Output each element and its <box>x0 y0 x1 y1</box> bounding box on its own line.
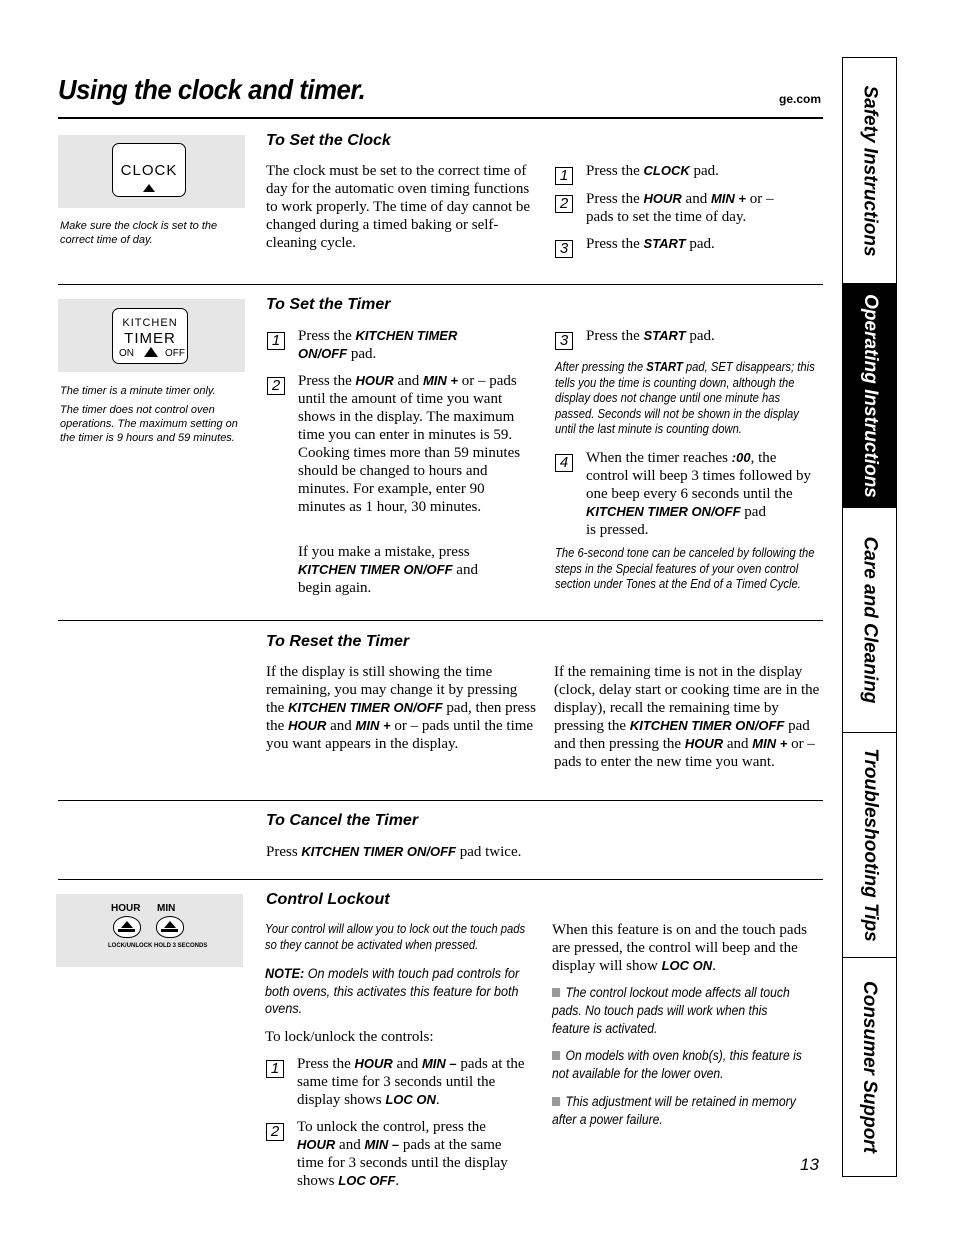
clock-caption: Make sure the clock is set to the correct time of day. <box>60 220 218 246</box>
clock-pad <box>112 143 186 197</box>
lockout-intro: Your control will allow you to lock out the touch pads so they cannot be activated when pressed. <box>265 922 526 952</box>
timer-mistake-text: If you make a mistake, press KITCHEN TIMER ON/OFF and begin again. <box>298 544 478 596</box>
hour-button-icon <box>113 916 141 938</box>
lockout-step-2: To unlock the control, press the HOUR and MIN – pads at the same time for 3 seconds until the display shows LOC OFF. <box>297 1119 508 1189</box>
lockout-pad-min: MIN <box>157 903 176 914</box>
clock-step-3: Press the START pad. <box>586 236 715 252</box>
timer-step-2: Press the HOUR and MIN + or – pads until the amount of time you want shows in the display. The maximum time you can enter in minutes is 59. Cooking times more than 59 minutes should be changed to hours and minutes. For example, enter 90 minutes as 1 hour, 30 minutes. <box>298 373 521 515</box>
section-rule <box>58 800 823 801</box>
tab-troubleshooting-tips[interactable]: Troubleshooting Tips <box>859 748 881 942</box>
reset-left-text: If the display is still showing the time remaining, you may change it by pressing the KITCHEN TIMER ON/OFF pad, then press the HOUR and MIN + or – pads until the time you want appears in the display. <box>266 664 536 752</box>
tab-operating-instructions[interactable]: Operating Instructions <box>843 284 896 507</box>
lockout-bullet-2: On models with oven knob(s), this feature is not available for the lower oven. <box>552 1048 802 1081</box>
bullet-square-icon <box>552 1051 560 1060</box>
step-number: 2 <box>266 1123 284 1141</box>
lockout-to-lock: To lock/unlock the controls: <box>265 1029 434 1045</box>
bullet-square-icon <box>552 1097 560 1106</box>
timer-start-note: After pressing the START pad, SET disappears; this tells you the time is counting down, although the display does not change until one minute has passed. Seconds will not be shown in the display until the last minute is counting down. <box>555 360 815 436</box>
tone-note: The 6-second tone can be canceled by following the steps in the Special features of your oven control section under Tones at the End of a Timed Cycle. <box>555 546 815 591</box>
section-rule <box>58 284 823 285</box>
reset-timer-heading: To Reset the Timer <box>266 633 410 650</box>
bullet-square-icon <box>552 988 560 997</box>
lockout-bullet-1: The control lockout mode affects all touch pads. No touch pads will work when this feature is activated. <box>552 985 790 1036</box>
side-tabs <box>842 57 897 1177</box>
timer-step-3: Press the START pad. <box>586 328 715 344</box>
step-number: 2 <box>555 195 573 213</box>
timer-caption-2: The timer does not control oven operations. The maximum setting on the timer is 9 hours and 59 minutes. <box>60 404 238 444</box>
triangle-icon <box>143 184 155 192</box>
lockout-pad-caption: LOCK/UNLOCK HOLD 3 SECONDS <box>108 943 208 949</box>
section-rule <box>58 879 823 880</box>
timer-pad-on: ON <box>119 348 134 359</box>
timer-step-4: When the timer reaches :00, the control will beep 3 times followed by one beep every 6 seconds until the KITCHEN TIMER ON/OFF pad is pressed. <box>586 450 811 538</box>
lockout-step-1: Press the HOUR and MIN – pads at the same time for 3 seconds until the display shows LOC ON. <box>297 1056 525 1108</box>
clock-step-2: Press the HOUR and MIN + or – pads to set the time of day. <box>586 191 774 225</box>
lockout-pad-hour: HOUR <box>111 903 141 914</box>
clock-pad-illustration <box>58 135 245 208</box>
cancel-timer-heading: To Cancel the Timer <box>266 812 419 829</box>
timer-pad-line1: KITCHEN <box>122 317 178 329</box>
control-lockout-heading: Control Lockout <box>266 891 390 908</box>
tab-safety-instructions[interactable]: Safety Instructions <box>859 84 881 257</box>
section-rule <box>58 620 823 621</box>
timer-step-1: Press the KITCHEN TIMER ON/OFF pad. <box>298 328 458 362</box>
timer-caption-1: The timer is a minute timer only. <box>60 385 216 397</box>
tab-consumer-support[interactable]: Consumer Support <box>859 980 881 1154</box>
timer-pad-illustration <box>58 299 245 372</box>
step-number: 1 <box>555 167 573 185</box>
lockout-note: NOTE: On models with touch pad controls for both ovens, this activates this feature for both ovens. <box>265 965 520 1016</box>
site-url[interactable]: ge.com <box>778 92 821 106</box>
step-number: 1 <box>266 1060 284 1078</box>
lockout-bullet-3: This adjustment will be retained in memory after a power failure. <box>552 1094 796 1127</box>
timer-pad-line2: TIMER <box>124 330 176 347</box>
step-number: 4 <box>555 454 573 472</box>
step-number: 2 <box>267 377 285 395</box>
clock-step-1: Press the CLOCK pad. <box>586 163 719 179</box>
set-clock-intro: The clock must be set to the correct time of day for the automatic oven timing functions to work properly. The time of day cannot be changed during a timed baking or self-cleaning cycle. <box>266 163 531 251</box>
step-number: 1 <box>267 332 285 350</box>
clock-pad-label: CLOCK <box>120 162 178 179</box>
lockout-right-text: When this feature is on and the touch pads are pressed, the control will beep and the display will show LOC ON. <box>552 922 807 974</box>
kitchen-timer-pad <box>112 308 188 364</box>
page-number: 13 <box>800 1155 819 1174</box>
tab-care-and-cleaning[interactable]: Care and Cleaning <box>859 536 881 704</box>
page-title: Using the clock and timer. <box>58 74 366 105</box>
lockout-pad-illustration <box>56 894 243 967</box>
triangle-icon <box>144 347 158 357</box>
timer-pad-off: OFF <box>165 348 185 359</box>
set-clock-heading: To Set the Clock <box>266 132 391 149</box>
min-button-icon <box>156 916 184 938</box>
step-number: 3 <box>555 240 573 258</box>
reset-right-text: If the remaining time is not in the display (clock, delay start or cooking time are in the display), recall the remaining time by pressing the KITCHEN TIMER ON/OFF pad and then pressing the HOUR and MIN + or – pads to enter the new time you want. <box>554 664 820 770</box>
step-number: 3 <box>555 332 573 350</box>
header-rule <box>58 117 823 119</box>
set-timer-heading: To Set the Timer <box>266 296 391 313</box>
cancel-timer-text: Press KITCHEN TIMER ON/OFF pad twice. <box>266 844 522 860</box>
